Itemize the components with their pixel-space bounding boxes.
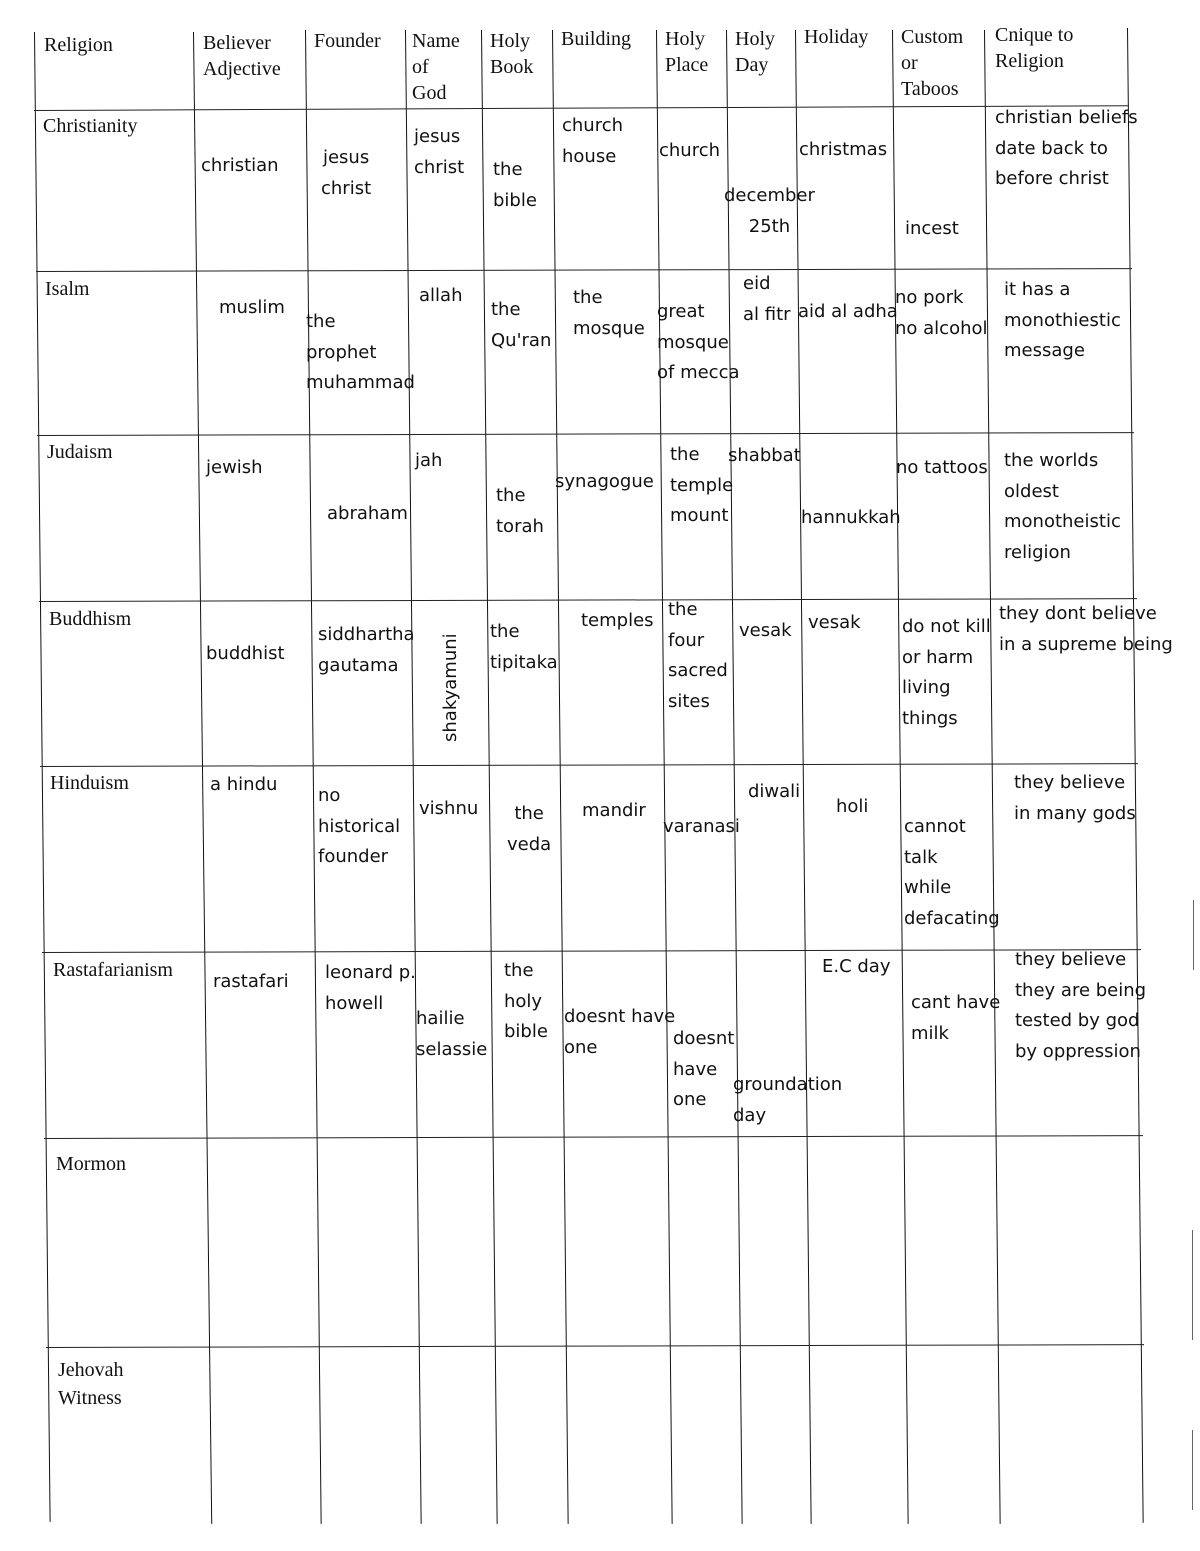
cell-islam-holiday: aid al adha: [798, 301, 898, 322]
scan-mark: [1193, 900, 1194, 970]
religion-label-hinduism: Hinduism: [50, 772, 129, 794]
cell-rastafarianism-holy-day: groundation day: [733, 1074, 843, 1126]
column-divider: [305, 30, 322, 1524]
header-religion: Religion: [44, 34, 113, 56]
cell-christianity-custom: incest: [905, 218, 959, 239]
cell-rastafarianism-holy-book: the holy bible: [504, 960, 548, 1042]
cell-christianity-god: jesus christ: [414, 126, 465, 178]
cell-judaism-unique: the worlds oldest monotheistic religion: [1004, 450, 1121, 563]
cell-rastafarianism-custom: cant have milk: [911, 992, 1001, 1044]
cell-buddhism-holy-place: the four sacred sites: [668, 599, 728, 712]
column-divider: [656, 30, 673, 1524]
cell-christianity-founder: jesus christ: [321, 147, 372, 199]
cell-christianity-building: church house: [562, 115, 624, 167]
cell-judaism-holiday: hannukkah: [801, 507, 901, 528]
row-divider: [42, 949, 1141, 953]
cell-islam-building: the mosque: [573, 287, 645, 339]
cell-judaism-holy-book: the torah: [496, 485, 544, 537]
religion-label-judaism: Judaism: [47, 441, 113, 463]
cell-islam-unique: it has a monothiestic message: [1004, 279, 1121, 361]
row-divider: [37, 432, 1134, 436]
cell-rastafarianism-holy-place: doesnt have one: [673, 1028, 735, 1110]
cell-judaism-holy-day: shabbat: [728, 445, 801, 466]
cell-christianity-believer: christian: [201, 155, 279, 176]
cell-hinduism-founder: no historical founder: [318, 785, 401, 867]
cell-christianity-unique: christian beliefs date back to before christ: [995, 107, 1138, 189]
cell-hinduism-believer: a hindu: [210, 774, 278, 795]
header-unique-to-religion: Cnique to Religion: [995, 24, 1074, 72]
column-divider: [34, 32, 51, 1522]
cell-hinduism-holy-day: diwali: [748, 781, 801, 802]
cell-buddhism-believer: buddhist: [206, 643, 285, 664]
cell-buddhism-god: shakyamuni: [440, 633, 461, 742]
cell-judaism-believer: jewish: [206, 457, 263, 478]
cell-christianity-holiday: christmas: [799, 139, 888, 160]
cell-islam-holy-book: the Qu'ran: [491, 299, 552, 351]
religion-label-islam: Isalm: [45, 278, 90, 300]
column-divider: [481, 30, 498, 1524]
cell-rastafarianism-god: hailie selassie: [416, 1008, 488, 1060]
header-holy-place: Holy Place: [665, 28, 709, 76]
header-building: Building: [561, 28, 632, 50]
cell-hinduism-holy-place: varanasi: [663, 816, 740, 837]
cell-islam-custom: no pork no alcohol: [895, 287, 988, 339]
cell-christianity-holy-book: the bible: [493, 159, 537, 211]
cell-judaism-custom: no tattoos: [896, 457, 988, 478]
cell-hinduism-building: mandir: [582, 800, 646, 821]
cell-rastafarianism-unique: they believe they are being tested by god by oppression: [1015, 949, 1147, 1062]
cell-buddhism-unique: they dont believe in a supreme being: [999, 603, 1173, 655]
column-divider: [726, 30, 743, 1524]
cell-islam-god: allah: [419, 285, 463, 306]
cell-hinduism-holiday: holi: [836, 796, 869, 817]
column-divider: [892, 30, 909, 1524]
header-name-of-god: Name of God: [412, 30, 460, 104]
cell-hinduism-custom: cannot talk while defacating: [904, 816, 1000, 929]
religion-label-rastafarianism: Rastafarianism: [53, 959, 173, 981]
cell-christianity-holy-day: december 25th: [724, 185, 815, 237]
cell-buddhism-custom: do not kill or harm living things: [902, 616, 991, 729]
row-divider: [44, 1135, 1143, 1139]
cell-judaism-building: synagogue: [555, 471, 654, 492]
cell-islam-holy-day: eid al fitr: [743, 273, 791, 325]
cell-rastafarianism-founder: leonard p. howell: [325, 962, 416, 1014]
header-believer-adjective: Believer Adjective: [203, 32, 281, 80]
cell-islam-founder: the prophet muhammad: [306, 311, 415, 393]
row-divider: [40, 763, 1138, 767]
religion-label-buddhism: Buddhism: [49, 608, 132, 630]
cell-buddhism-building: temples: [581, 610, 654, 631]
cell-judaism-god: jah: [415, 450, 443, 471]
cell-hinduism-unique: they believe in many gods: [1014, 772, 1136, 824]
column-divider: [552, 30, 569, 1524]
column-divider: [405, 30, 422, 1524]
cell-buddhism-holy-book: the tipitaka: [490, 621, 558, 673]
cell-hinduism-god: vishnu: [419, 798, 479, 819]
religion-label-mormon: Mormon: [56, 1153, 126, 1175]
cell-buddhism-holiday: vesak: [808, 612, 861, 633]
cell-rastafarianism-building: doesnt have one: [564, 1006, 676, 1058]
scan-mark: [1192, 1430, 1193, 1510]
cell-rastafarianism-holiday: E.C day: [822, 956, 891, 977]
scan-mark: [1192, 1230, 1193, 1340]
cell-rastafarianism-believer: rastafari: [213, 971, 289, 992]
column-divider: [984, 30, 1001, 1524]
cell-islam-believer: muslim: [219, 297, 285, 318]
header-custom-or-taboos: Custom or Taboos: [901, 26, 964, 100]
cell-judaism-founder: abraham: [327, 503, 408, 524]
row-divider: [39, 598, 1137, 602]
header-holy-day: Holy Day: [735, 28, 775, 76]
cell-buddhism-founder: siddhartha gautama: [318, 624, 415, 676]
cell-christianity-holy-place: church: [659, 140, 721, 161]
cell-judaism-holy-place: the temple mount: [670, 444, 734, 526]
header-holiday: Holiday: [804, 26, 869, 48]
row-divider: [36, 268, 1132, 272]
religion-label-jehovah-witness: Jehovah Witness: [58, 1359, 124, 1409]
cell-hinduism-holy-book: the veda: [507, 803, 552, 855]
header-founder: Founder: [314, 30, 381, 52]
row-divider: [46, 1344, 1144, 1348]
header-holy-book: Holy Book: [490, 30, 534, 78]
cell-buddhism-holy-day: vesak: [739, 620, 792, 641]
religion-label-christianity: Christianity: [43, 115, 138, 137]
cell-islam-holy-place: great mosque of mecca: [657, 301, 740, 383]
